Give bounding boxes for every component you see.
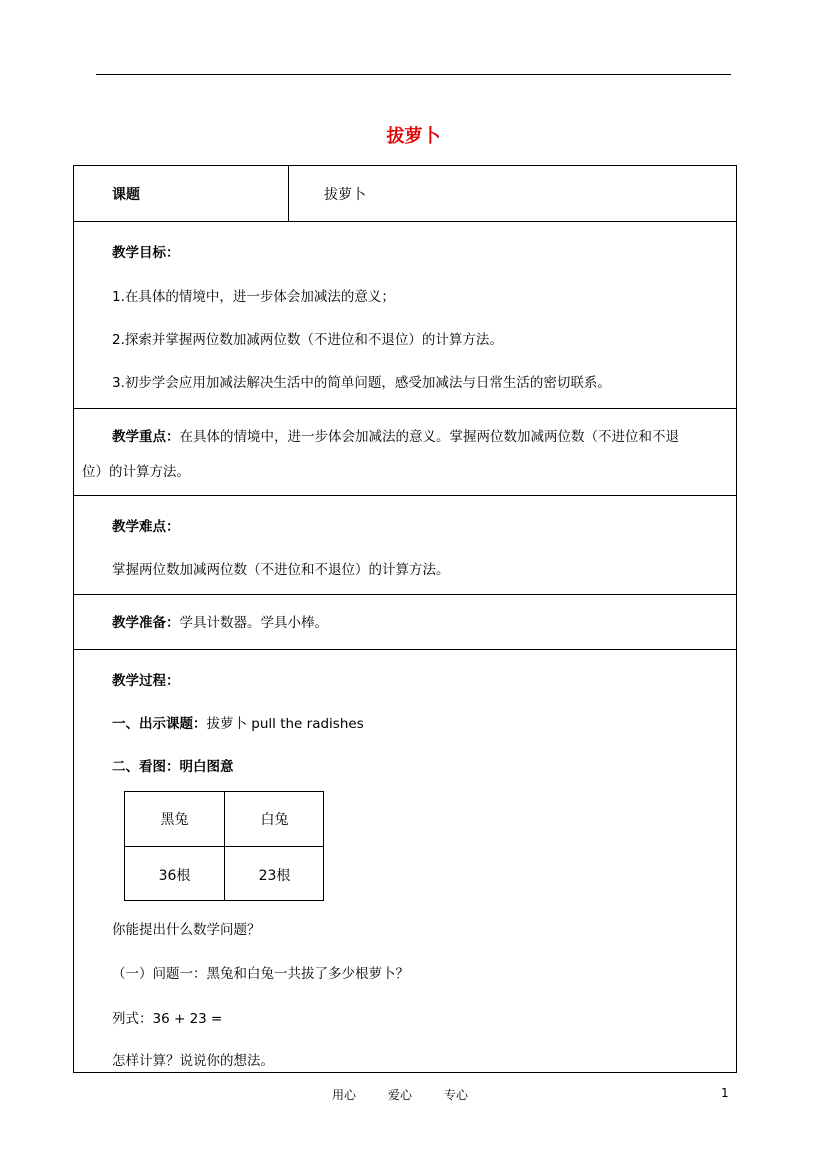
lesson-plan-table <box>73 165 737 1073</box>
key-points-text: 在具体的情境中，进一步体会加减法的意义。掌握两位数加减两位数（不进位和不退 <box>179 429 679 445</box>
subject-value: 拔萝卜 <box>324 187 366 203</box>
step1-heading: 一、出示课题： <box>112 716 207 732</box>
preparation-text: 学具计数器。学具小棒。 <box>179 615 328 631</box>
key-points-text-cont: 位）的计算方法。 <box>82 464 190 480</box>
table-header-black-rabbit: 黑兔 <box>160 812 189 828</box>
objective-item: 2.探索并掌握两位数加减两位数（不进位和不退位）的计算方法。 <box>112 332 503 348</box>
page-number: 1 <box>721 1086 729 1100</box>
objectives-row <box>74 221 736 408</box>
footer-item: 爱心 <box>388 1088 413 1102</box>
how-to-calculate: 怎样计算？说说你的想法。 <box>112 1053 274 1069</box>
formula: 列式：36 + 23 = <box>112 1011 223 1027</box>
header-rule <box>96 74 731 75</box>
footer-item: 用心 <box>332 1088 357 1102</box>
preparation-heading: 教学准备： <box>112 615 180 631</box>
difficulty-text: 掌握两位数加减两位数（不进位和不退位）的计算方法。 <box>112 562 450 578</box>
objective-item: 1.在具体的情境中，进一步体会加减法的意义； <box>112 289 395 305</box>
key-points-heading: 教学重点： <box>112 429 180 445</box>
process-heading: 教学过程： <box>112 673 180 689</box>
table-value-black-rabbit: 36根 <box>158 868 191 884</box>
step1-text: 拔萝卜 pull the radishes <box>206 716 364 732</box>
doc-title: 拔萝卜 <box>386 126 441 147</box>
rabbit-table <box>124 791 324 901</box>
key-points-row <box>74 408 736 495</box>
footer-item: 专心 <box>444 1088 469 1102</box>
preparation-row <box>74 594 736 649</box>
difficulty-heading: 教学难点： <box>112 519 180 535</box>
subject-label: 课题 <box>112 187 140 203</box>
objectives-heading: 教学目标： <box>112 245 180 261</box>
difficulty-row <box>74 495 736 594</box>
process-row <box>74 649 736 1072</box>
objective-item: 3.初步学会应用加减法解决生活中的简单问题，感受加减法与日常生活的密切联系。 <box>112 375 611 391</box>
subject-row <box>74 166 736 221</box>
table-header-white-rabbit: 白兔 <box>260 812 289 828</box>
table-value-white-rabbit: 23根 <box>258 868 291 884</box>
step2-heading: 二、看图：明白图意 <box>112 759 234 775</box>
question-one: （一）问题一：黑兔和白兔一共拔了多少根萝卜？ <box>112 966 409 982</box>
question-prompt: 你能提出什么数学问题？ <box>112 922 261 938</box>
